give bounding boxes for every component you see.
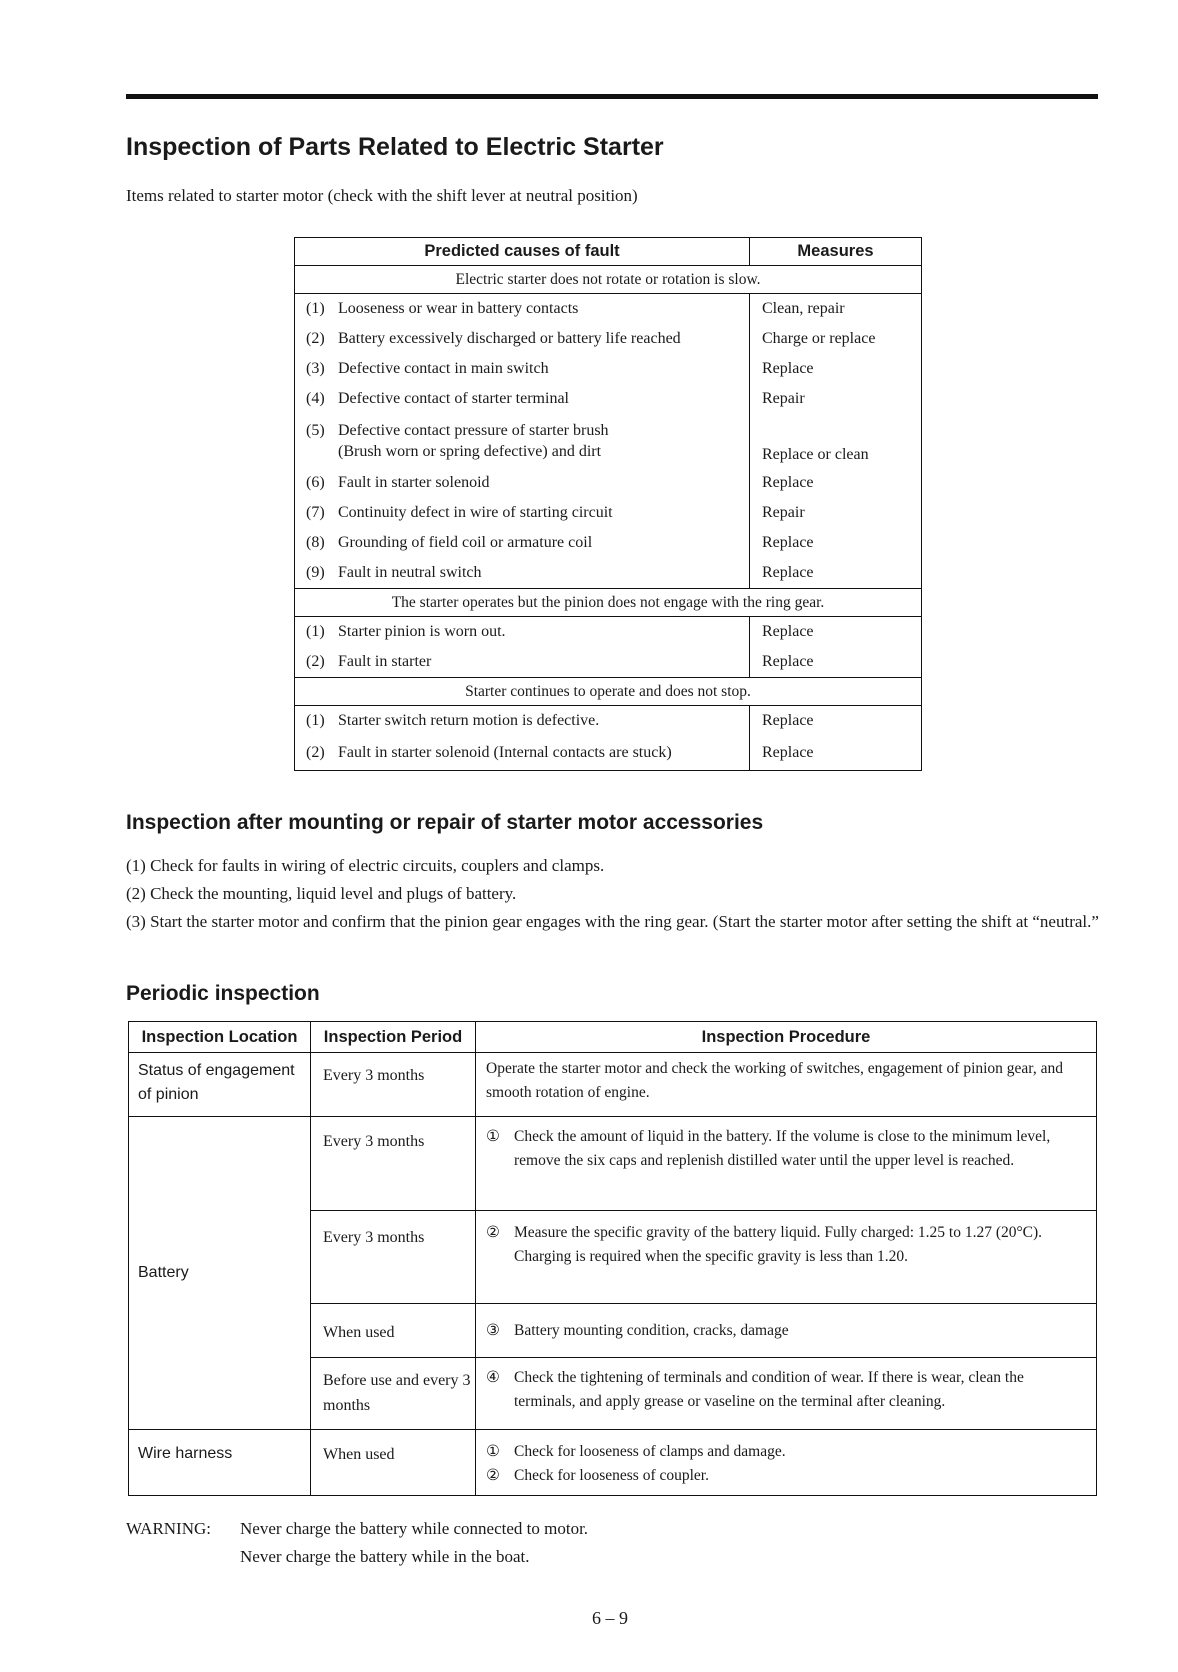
section-heading: Electric starter does not rotate or rotation is slow. <box>295 266 922 294</box>
table-row: (2) Fault in starter solenoid (Internal contacts are stuck) Replace <box>295 736 922 771</box>
list-item: (1) Check for faults in wiring of electric circuits, couplers and clamps. <box>126 856 605 875</box>
measure-text: Charge or replace <box>762 330 876 347</box>
cause-text: Starter pinion is worn out. <box>338 623 506 640</box>
measure-text: Clean, repair <box>762 300 845 317</box>
period-cell: Before use and every 3 months <box>311 1358 476 1430</box>
procedure-cell: ④ Check the tightening of terminals and condition of wear. If there is wear, clean the terminals, and apply grease or vaseline on the terminal after cleaning. <box>476 1358 1097 1430</box>
table-row <box>129 1053 1097 1117</box>
period-cell: Every 3 months <box>311 1211 476 1304</box>
period-cell: When used <box>311 1304 476 1358</box>
circled-number: ④ <box>486 1369 500 1386</box>
table-row: (5) Defective contact pressure of starter brush (Brush worn or spring defective) and dirt Replace or clean <box>295 414 922 468</box>
circled-number: ① <box>486 1128 500 1145</box>
header-measures: Measures <box>750 238 922 266</box>
section-title-accessories: Inspection after mounting or repair of starter motor accessories <box>126 811 764 834</box>
measure-text: Replace <box>762 564 814 581</box>
measure-text: Replace or clean <box>762 446 869 463</box>
period-cell: Every 3 months <box>311 1053 476 1117</box>
table-row: (3) Defective contact in main switch Replace <box>295 354 922 384</box>
table-row: (6) Fault in starter solenoid Replace <box>295 468 922 498</box>
list-item: (2) Check the mounting, liquid level and plugs of battery. <box>126 884 517 903</box>
table-row: (1) Starter switch return motion is defective. Replace <box>295 706 922 737</box>
table-row <box>129 1430 1097 1496</box>
circled-number: ① <box>486 1443 500 1460</box>
measure-text: Repair <box>762 390 805 407</box>
location-cell: Status of engagement of pinion <box>129 1053 311 1117</box>
cause-text: Grounding of field coil or armature coil <box>338 534 593 551</box>
measure-text: Replace <box>762 474 814 491</box>
table-row: (8) Grounding of field coil or armature coil Replace <box>295 528 922 558</box>
measure-text: Replace <box>762 534 814 551</box>
procedure-cell: ① Check for looseness of clamps and damage. ② Check for looseness of coupler. <box>476 1430 1097 1496</box>
cause-text: Fault in starter solenoid <box>338 474 490 491</box>
measure-text: Replace <box>762 744 814 761</box>
cause-subtext: (Brush worn or spring defective) and dirt <box>338 442 602 460</box>
measure-text: Replace <box>762 653 814 670</box>
accessories-list <box>126 852 1106 936</box>
warning-label: WARNING: <box>126 1519 211 1538</box>
section-heading: The starter operates but the pinion does not engage with the ring gear. <box>295 589 922 617</box>
header-causes: Predicted causes of fault <box>295 238 750 266</box>
period-cell: When used <box>311 1430 476 1496</box>
procedure-cell: ③ Battery mounting condition, cracks, damage <box>476 1304 1097 1358</box>
cause-text: Defective contact of starter terminal <box>338 390 569 407</box>
circled-number: ② <box>486 1467 500 1484</box>
page-number: 6 – 9 <box>592 1608 628 1628</box>
page-title: Inspection of Parts Related to Electric Starter <box>126 133 664 161</box>
circled-number: ② <box>486 1224 500 1241</box>
header-period: Inspection Period <box>311 1022 476 1053</box>
header-procedure: Inspection Procedure <box>476 1022 1097 1053</box>
top-rule <box>126 94 1098 99</box>
cause-text: Fault in starter <box>338 653 432 670</box>
warning-text: Never charge the battery while connected to motor. <box>240 1519 589 1538</box>
cause-text: Continuity defect in wire of starting circuit <box>338 504 613 521</box>
cause-text: Fault in neutral switch <box>338 564 482 581</box>
measure-text: Replace <box>762 360 814 377</box>
measure-text: Replace <box>762 712 814 729</box>
period-cell: Every 3 months <box>311 1117 476 1211</box>
procedure-cell: Operate the starter motor and check the working of switches, engagement of pinion gear, and smooth rotation of engine. <box>476 1053 1097 1117</box>
warning-block <box>126 1515 588 1571</box>
header-location: Inspection Location <box>129 1022 311 1053</box>
measure-text: Replace <box>762 623 814 640</box>
table-row <box>129 1117 1097 1211</box>
cause-text: Fault in starter solenoid (Internal contacts are stuck) <box>338 744 672 761</box>
section-title-periodic: Periodic inspection <box>126 982 320 1005</box>
table-row: (2) Fault in starter Replace <box>295 647 922 678</box>
table-row: (4) Defective contact of starter terminal Repair <box>295 384 922 414</box>
measure-text: Repair <box>762 504 805 521</box>
intro-text: Items related to starter motor (check with the shift lever at neutral position) <box>126 186 638 205</box>
list-item: (3) Start the starter motor and confirm that the pinion gear engages with the ring gear. (Start the starter motor after setting the shift at “neutral.” <box>126 912 1099 931</box>
cause-text: Defective contact in main switch <box>338 360 549 377</box>
cause-text: Starter switch return motion is defective. <box>338 712 600 729</box>
location-cell: Battery <box>129 1117 311 1430</box>
cause-text: Battery excessively discharged or battery life reached <box>338 330 681 347</box>
cause-text: Defective contact pressure of starter brush <box>338 421 609 439</box>
section-heading: Starter continues to operate and does not stop. <box>295 678 922 706</box>
procedure-cell: ② Measure the specific gravity of the battery liquid. Fully charged: 1.25 to 1.27 (20°C). Charging is required when the specific gravity is less than 1.20. <box>476 1211 1097 1304</box>
table-row: (1) Looseness or wear in battery contacts Clean, repair <box>295 294 922 325</box>
circled-number: ③ <box>486 1321 500 1339</box>
location-cell: Wire harness <box>129 1430 311 1496</box>
table-row: (7) Continuity defect in wire of starting circuit Repair <box>295 498 922 528</box>
periodic-table <box>128 1021 1097 1496</box>
table-row: (9) Fault in neutral switch Replace <box>295 558 922 589</box>
warning-text: Never charge the battery while in the boat. <box>240 1547 530 1566</box>
procedure-cell: ① Check the amount of liquid in the battery. If the volume is close to the minimum level, remove the six caps and replenish distilled water until the upper level is reached. <box>476 1117 1097 1211</box>
cause-text: Looseness or wear in battery contacts <box>338 300 579 317</box>
fault-table <box>294 237 922 771</box>
table-row: (1) Starter pinion is worn out. Replace <box>295 617 922 648</box>
table-row: (2) Battery excessively discharged or battery life reached Charge or replace <box>295 324 922 354</box>
